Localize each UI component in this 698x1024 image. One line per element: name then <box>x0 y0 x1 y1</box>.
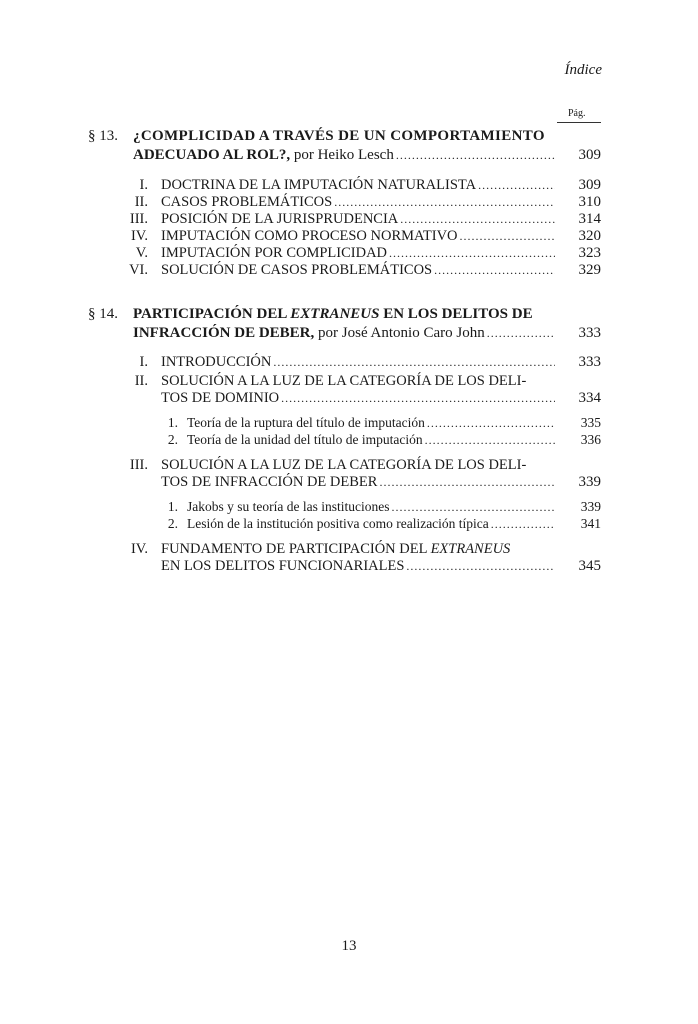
s13-item <box>161 194 557 211</box>
s14-iv-extraneus: EXTRANEUS <box>430 541 511 557</box>
s14-ii-sub1-num: 1. <box>167 415 178 430</box>
s14-ii-page: 334 <box>578 390 601 406</box>
s13-item <box>161 228 557 245</box>
s14-ii-sub2-page: 336 <box>580 432 601 447</box>
section-14-title-c: EN LOS DELITOS DE <box>379 306 533 322</box>
s14-ii-line2 <box>161 390 557 407</box>
s13-item-page: 323 <box>578 245 601 261</box>
s14-iv-roman: IV. <box>130 541 148 557</box>
running-header: Índice <box>564 62 602 78</box>
section-13-page: 309 <box>578 147 601 163</box>
s14-iv-line1-text: FUNDAMENTO DE PARTICIPACIÓN DEL <box>161 541 431 557</box>
leader-dots <box>406 558 555 575</box>
s14-iii-line1: SOLUCIÓN A LA LUZ DE LA CATEGORÍA DE LOS DELI- <box>161 457 527 473</box>
s14-i-text: INTRODUCCIÓN <box>161 354 272 370</box>
section-14-title-a: PARTICIPACIÓN DEL <box>133 306 291 322</box>
s13-item-text: DOCTRINA DE LA IMPUTACIÓN NATURALISTA <box>161 177 477 193</box>
s14-iii-sub1 <box>187 498 557 516</box>
s13-item-text: IMPUTACIÓN POR COMPLICIDAD <box>161 245 388 261</box>
s14-iii-sub2-num: 2. <box>167 516 178 531</box>
section-13-title-line2 <box>133 147 557 164</box>
s14-iii-page: 339 <box>578 474 601 490</box>
section-13-title-text: ¿COMPLICIDAD A TRAVÉS DE UN COMPORTAMIENTO <box>133 128 545 144</box>
s14-iv-text: EN LOS DELITOS FUNCIONARIALES <box>161 558 405 574</box>
s13-item-roman: III. <box>129 211 148 227</box>
s13-item-page: 314 <box>578 211 601 227</box>
s14-ii-sub1-text: Teoría de la ruptura del título de imputación <box>187 415 425 430</box>
page-column-rule <box>557 122 601 123</box>
s14-ii-text: TOS DE DOMINIO <box>161 390 280 406</box>
s14-iii-sub1-num: 1. <box>167 499 178 514</box>
s14-ii-sub2-num: 2. <box>167 432 178 447</box>
leader-dots <box>379 474 555 491</box>
s14-iii-roman: III. <box>129 457 148 473</box>
s14-iv-line2 <box>161 558 557 575</box>
leader-dots <box>389 245 555 262</box>
s14-iii-sub2-page: 341 <box>580 516 601 531</box>
s14-iii-sub1-page: 339 <box>580 499 601 514</box>
leader-dots <box>273 354 555 371</box>
s14-iv-page: 345 <box>578 558 601 574</box>
section-13-author: por Heiko Lesch <box>290 147 394 163</box>
s14-iii-sub1-text: Jakobs y su teoría de las instituciones <box>187 499 390 514</box>
s14-ii-sub2 <box>187 431 557 449</box>
s13-item-text: SOLUCIÓN DE CASOS PROBLEMÁTICOS <box>161 262 433 278</box>
leader-dots <box>434 262 555 279</box>
s14-i-page: 333 <box>578 354 601 370</box>
leader-dots <box>427 415 555 432</box>
s13-item-roman: VI. <box>129 262 148 278</box>
s13-item-page: 309 <box>578 177 601 193</box>
s13-item-page: 320 <box>578 228 601 244</box>
page-column-label: Pág. <box>568 108 586 119</box>
section-13-title-end: ADECUADO AL ROL?, <box>133 147 291 163</box>
s14-iv-line1 <box>161 541 557 558</box>
leader-dots <box>425 432 555 449</box>
s13-item-roman: I. <box>139 177 148 193</box>
s14-ii-sub2-text: Teoría de la unidad del título de imputación <box>187 432 423 447</box>
s13-item-roman: II. <box>134 194 148 210</box>
s14-iii-sub2-text: Lesión de la institución positiva como realización típica <box>187 516 489 531</box>
s13-item-page: 329 <box>578 262 601 278</box>
section-14-title-end: INFRACCIÓN DE DEBER, <box>133 325 315 341</box>
s13-item-text: CASOS PROBLEMÁTICOS <box>161 194 333 210</box>
leader-dots <box>281 390 555 407</box>
leader-dots <box>396 147 555 164</box>
s13-item-text: POSICIÓN DE LA JURISPRUDENCIA <box>161 211 399 227</box>
page-number: 13 <box>341 938 357 954</box>
s13-item <box>161 177 557 194</box>
leader-dots <box>460 228 555 245</box>
s14-ii-sub1 <box>187 414 557 432</box>
section-14-title-extraneus: EXTRANEUS <box>290 306 380 322</box>
s13-item-roman: IV. <box>130 228 148 244</box>
leader-dots <box>400 211 555 228</box>
leader-dots <box>391 499 555 516</box>
section-14-title-line1 <box>133 306 559 323</box>
section-14-title-line2 <box>133 325 557 342</box>
s13-item-text: IMPUTACIÓN COMO PROCESO NORMATIVO <box>161 228 458 244</box>
s14-iii-text: TOS DE INFRACCIÓN DE DEBER <box>161 474 378 490</box>
leader-dots <box>478 177 555 194</box>
leader-dots <box>487 325 555 342</box>
leader-dots <box>491 516 555 533</box>
s14-ii-line1: SOLUCIÓN A LA LUZ DE LA CATEGORÍA DE LOS DELI- <box>161 373 527 389</box>
section-13-number: § 13. <box>88 128 118 144</box>
s13-item <box>161 211 557 228</box>
section-14-page: 333 <box>578 325 601 341</box>
section-14-author: por José Antonio Caro John <box>314 325 485 341</box>
s14-ii-roman: II. <box>134 373 148 389</box>
s14-i-roman: I. <box>139 354 148 370</box>
section-13-title-line1 <box>133 128 559 145</box>
leader-dots <box>334 194 555 211</box>
s14-i-entry <box>161 354 557 371</box>
s13-item-roman: V. <box>135 245 148 261</box>
s14-ii-sub1-page: 335 <box>580 415 601 430</box>
s14-iii-line2 <box>161 474 557 491</box>
s13-item-page: 310 <box>578 194 601 210</box>
section-14-number: § 14. <box>88 306 118 322</box>
s13-item <box>161 245 557 262</box>
s14-iii-sub2 <box>187 515 557 533</box>
s13-item <box>161 262 557 279</box>
